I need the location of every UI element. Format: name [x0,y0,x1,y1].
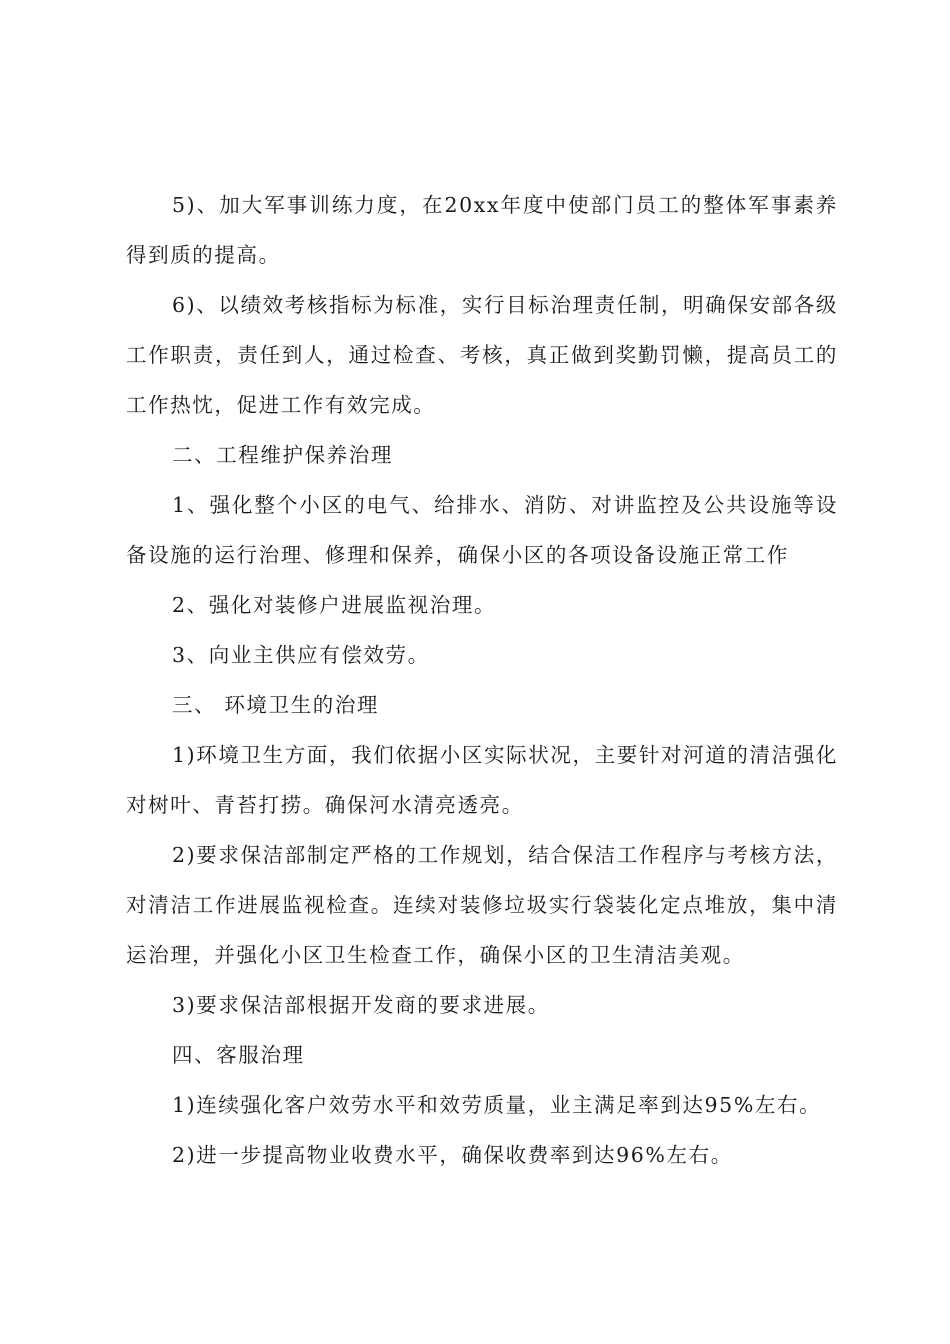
section-heading-customer-service: 四、客服治理 [172,1043,305,1067]
paragraph-facility-maintenance: 1、强化整个小区的电气、给排水、消防、对讲监控及公共设施等设备设施的运行治理、修理和保养，确保小区的各项设备设施正常工作 [126,493,838,567]
paragraph-river-cleaning: 1)环境卫生方面，我们依据小区实际状况，主要针对河道的清洁强化对树叶、青苔打捞。确保河水清亮透亮。 [126,743,838,817]
paragraph-developer-requirements: 3)要求保洁部根据开发商的要求进展。 [172,993,550,1017]
paragraph-cleaning-plan: 2)要求保洁部制定严格的工作规划，结合保洁工作程序与考核方法，对清洁工作进展监视检查。连续对装修垃圾实行袋装化定点堆放，集中清运治理，并强化小区卫生检查工作，确保小区的卫生清洁美观。 [126,843,838,967]
paragraph-performance-assessment: 6)、以绩效考核指标为标准，实行目标治理责任制，明确保安部各级工作职责，责任到人，通过检查、考核，真正做到奖勤罚懒，提高员工的工作热忱，促进工作有效完成。 [126,293,838,417]
section-heading-engineering: 二、工程维护保养治理 [172,443,393,467]
section-heading-environment: 三、 环境卫生的治理 [172,693,380,717]
paragraph-collection-rate: 2)进一步提高物业收费水平，确保收费率到达96%左右。 [172,1143,733,1167]
paragraph-military-training: 5)、加大军事训练力度，在20xx年度中使部门员工的整体军事素养得到质的提高。 [126,193,838,267]
paragraph-renovation-supervision: 2、强化对装修户进展监视治理。 [172,593,497,617]
paragraph-satisfaction-rate: 1)连续强化客户效劳水平和效劳质量，业主满足率到达95%左右。 [172,1093,822,1117]
paragraph-paid-services: 3、向业主供应有偿效劳。 [172,643,430,667]
